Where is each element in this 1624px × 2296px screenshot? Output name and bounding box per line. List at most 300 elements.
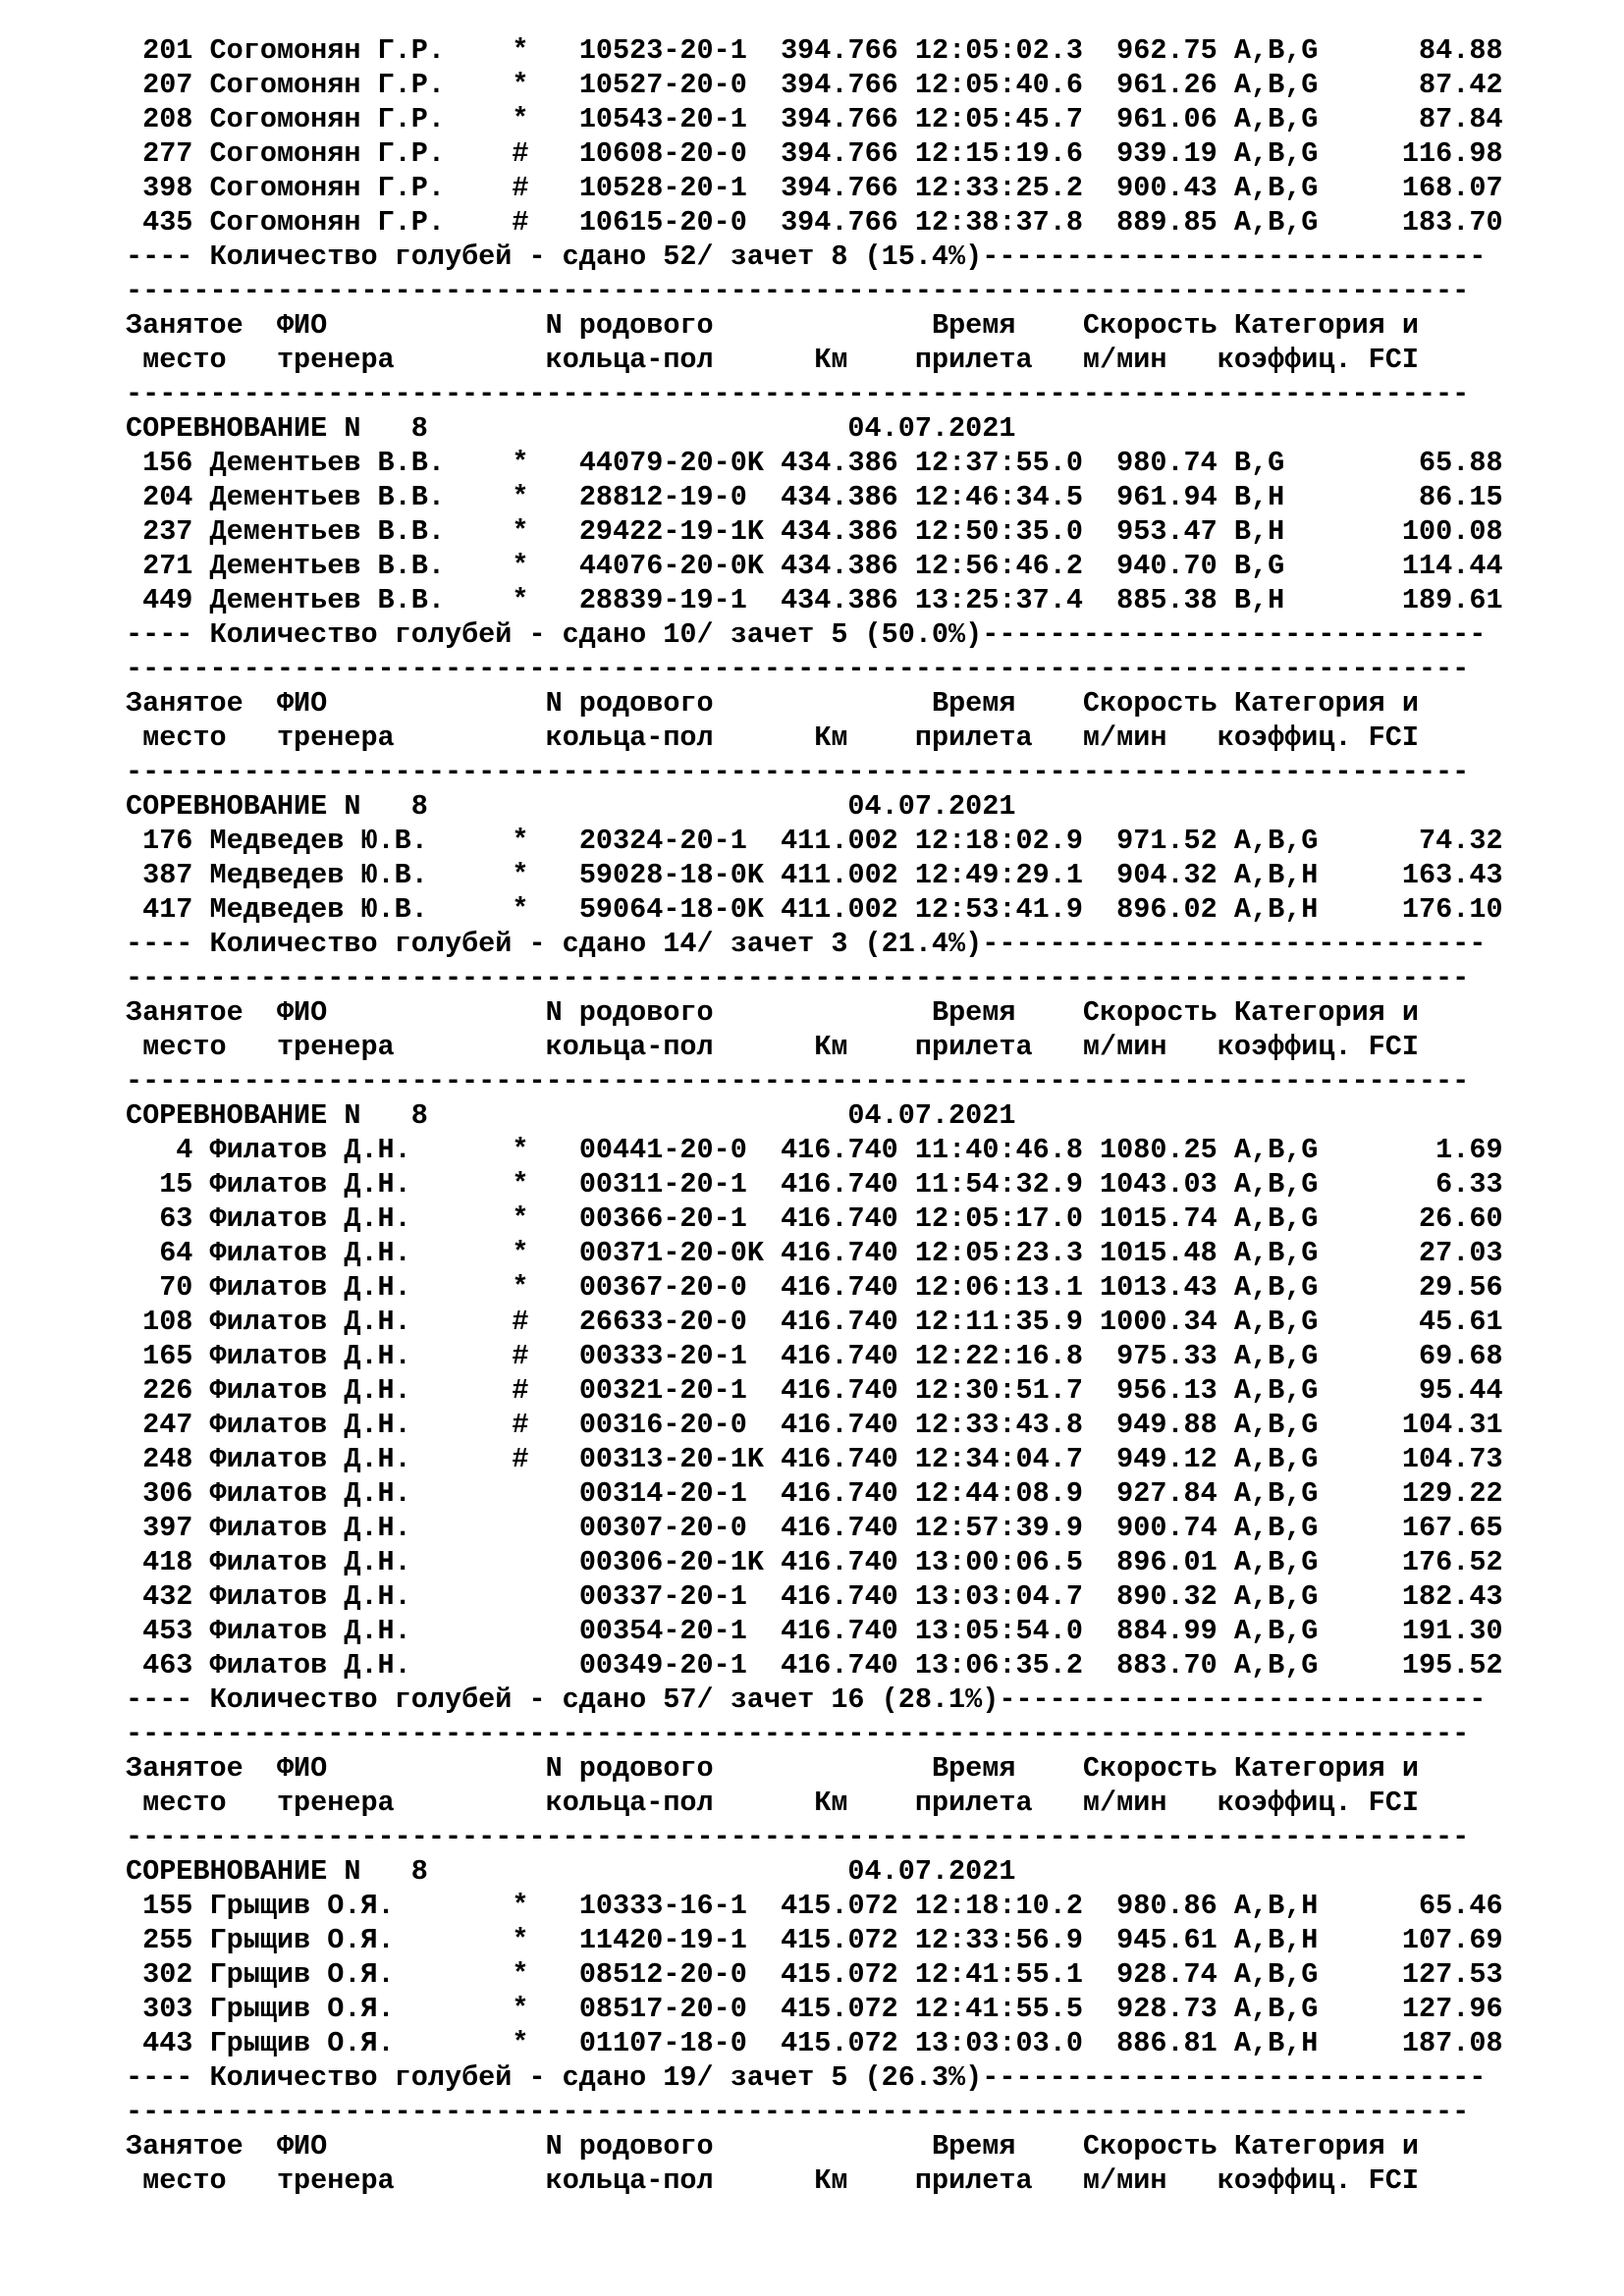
header-place: место bbox=[142, 344, 277, 376]
table-row bbox=[126, 1579, 1503, 1614]
arrival-time-cell: 13:05:54.0 bbox=[914, 1615, 1083, 1647]
fci-cell: 187.08 bbox=[1334, 2027, 1503, 2059]
fci-cell: 1.69 bbox=[1334, 1134, 1503, 1166]
trainer-cell: Дементьев В.В. bbox=[209, 515, 462, 548]
section-summary bbox=[126, 2060, 1503, 2095]
category-cell: A,B,G bbox=[1233, 103, 1319, 135]
ring-cell: 00441-20-0 bbox=[578, 1134, 764, 1166]
category-cell: A,B,G bbox=[1233, 34, 1319, 67]
arrival-time-cell: 13:00:06.5 bbox=[914, 1546, 1083, 1578]
header-name: ФИО bbox=[276, 996, 546, 1029]
ring-cell: 44076-20-0K bbox=[578, 550, 764, 582]
speed-cell: 904.32 bbox=[1100, 859, 1218, 891]
column-header bbox=[126, 343, 1503, 377]
table-row bbox=[126, 1133, 1503, 1167]
speed-cell: 896.02 bbox=[1100, 893, 1218, 926]
table-row bbox=[126, 446, 1503, 480]
distance-cell: 394.766 bbox=[781, 69, 898, 101]
table-row bbox=[126, 2026, 1503, 2060]
summary-line: ---- Количество голубей - сдано 19/ зачет 5 (26.3%)------------------------------ bbox=[126, 2061, 1487, 2094]
arrival-time-cell: 12:33:43.8 bbox=[914, 1409, 1083, 1441]
mark-cell: * bbox=[512, 1271, 529, 1304]
fci-cell: 114.44 bbox=[1334, 550, 1503, 582]
distance-cell: 434.386 bbox=[781, 447, 898, 479]
fci-cell: 163.43 bbox=[1334, 859, 1503, 891]
header-category: Категория и bbox=[1233, 2130, 1419, 2163]
trainer-cell: Филатов Д.Н. bbox=[209, 1134, 462, 1166]
trainer-cell: Медведев Ю.В. bbox=[209, 859, 462, 891]
trainer-cell: Филатов Д.Н. bbox=[209, 1649, 462, 1682]
mark-cell: * bbox=[512, 1202, 529, 1235]
table-row bbox=[126, 1270, 1503, 1305]
fci-cell: 6.33 bbox=[1334, 1168, 1503, 1201]
category-cell: A,B,G bbox=[1233, 1477, 1319, 1510]
fci-cell: 127.96 bbox=[1334, 1993, 1503, 2025]
ring-cell: 10528-20-1 bbox=[578, 172, 764, 204]
ring-cell: 00313-20-1K bbox=[578, 1443, 764, 1475]
header-time: Время bbox=[931, 309, 1083, 342]
distance-cell: 416.740 bbox=[781, 1546, 898, 1578]
speed-cell: 889.85 bbox=[1100, 206, 1218, 239]
mark-cell: * bbox=[512, 1237, 529, 1269]
trainer-cell: Грыщив О.Я. bbox=[209, 1924, 462, 1956]
distance-cell: 415.072 bbox=[781, 2027, 898, 2059]
table-row bbox=[126, 1339, 1503, 1373]
trainer-cell: Медведев Ю.В. bbox=[209, 893, 462, 926]
header-category: Категория и bbox=[1233, 996, 1419, 1029]
category-cell: A,B,H bbox=[1233, 1890, 1319, 1922]
header-place: место bbox=[142, 2164, 277, 2197]
fci-cell: 183.70 bbox=[1334, 206, 1503, 239]
arrival-time-cell: 12:57:39.9 bbox=[914, 1512, 1083, 1544]
place-cell: 207 bbox=[126, 69, 193, 101]
mark-cell: # bbox=[512, 1306, 529, 1338]
trainer-cell: Согомонян Г.Р. bbox=[209, 34, 462, 67]
trainer-cell: Филатов Д.Н. bbox=[209, 1615, 462, 1647]
header-ring: N родового bbox=[545, 2130, 932, 2163]
place-cell: 398 bbox=[126, 172, 193, 204]
speed-cell: 953.47 bbox=[1100, 515, 1218, 548]
distance-cell: 416.740 bbox=[781, 1615, 898, 1647]
divider: -------------------------------------------------------------------------------- bbox=[126, 653, 1470, 685]
header-ring: кольца-пол bbox=[545, 2164, 815, 2197]
distance-cell: 415.072 bbox=[781, 1924, 898, 1956]
arrival-time-cell: 12:18:10.2 bbox=[914, 1890, 1083, 1922]
header-place: Занятое bbox=[126, 687, 277, 720]
header-time: прилета bbox=[914, 1031, 1083, 1063]
fci-cell: 84.88 bbox=[1334, 34, 1503, 67]
place-cell: 255 bbox=[126, 1924, 193, 1956]
table-row bbox=[126, 480, 1503, 514]
mark-cell: * bbox=[512, 859, 529, 891]
header-category: коэффиц. FCI bbox=[1217, 344, 1419, 376]
trainer-cell: Филатов Д.Н. bbox=[209, 1306, 462, 1338]
place-cell: 64 bbox=[126, 1237, 193, 1269]
category-cell: B,G bbox=[1233, 447, 1319, 479]
category-cell: A,B,G bbox=[1233, 206, 1319, 239]
distance-cell: 434.386 bbox=[781, 515, 898, 548]
table-row bbox=[126, 1476, 1503, 1511]
column-header bbox=[126, 308, 1503, 343]
mark-cell bbox=[512, 1580, 528, 1613]
distance-cell: 416.740 bbox=[781, 1271, 898, 1304]
category-cell: A,B,G bbox=[1233, 1237, 1319, 1269]
mark-cell: * bbox=[512, 447, 529, 479]
distance-cell: 434.386 bbox=[781, 584, 898, 616]
section-title bbox=[126, 1854, 1503, 1889]
section-summary bbox=[126, 1682, 1503, 1717]
arrival-time-cell: 12:53:41.9 bbox=[914, 893, 1083, 926]
place-cell: 418 bbox=[126, 1546, 193, 1578]
speed-cell: 900.74 bbox=[1100, 1512, 1218, 1544]
place-cell: 208 bbox=[126, 103, 193, 135]
header-place: место bbox=[142, 1787, 277, 1819]
speed-cell: 886.81 bbox=[1100, 2027, 1218, 2059]
header-ring: N родового bbox=[545, 687, 932, 720]
header-time: прилета bbox=[914, 2164, 1083, 2197]
category-cell: A,B,G bbox=[1233, 1993, 1319, 2025]
arrival-time-cell: 12:05:17.0 bbox=[914, 1202, 1083, 1235]
header-km: Км bbox=[814, 1787, 915, 1819]
mark-cell: * bbox=[512, 1958, 529, 1991]
trainer-cell: Согомонян Г.Р. bbox=[209, 137, 462, 170]
place-cell: 155 bbox=[126, 1890, 193, 1922]
header-speed: м/мин bbox=[1082, 1031, 1218, 1063]
ring-cell: 10615-20-0 bbox=[578, 206, 764, 239]
distance-cell: 416.740 bbox=[781, 1374, 898, 1407]
table-row bbox=[126, 1957, 1503, 1992]
distance-cell: 434.386 bbox=[781, 550, 898, 582]
mark-cell: * bbox=[512, 1924, 529, 1956]
speed-cell: 890.32 bbox=[1100, 1580, 1218, 1613]
category-cell: A,B,G bbox=[1233, 1615, 1319, 1647]
header-time: прилета bbox=[914, 721, 1083, 754]
table-row bbox=[126, 549, 1503, 583]
mark-cell: * bbox=[512, 584, 529, 616]
arrival-time-cell: 12:38:37.8 bbox=[914, 206, 1083, 239]
speed-cell: 900.43 bbox=[1100, 172, 1218, 204]
category-cell: A,B,G bbox=[1233, 1306, 1319, 1338]
distance-cell: 415.072 bbox=[781, 1890, 898, 1922]
arrival-time-cell: 12:34:04.7 bbox=[914, 1443, 1083, 1475]
category-cell: A,B,G bbox=[1233, 172, 1319, 204]
competition-date: 04.07.2021 bbox=[847, 1855, 1016, 1888]
place-cell: 15 bbox=[126, 1168, 193, 1201]
divider: -------------------------------------------------------------------------------- bbox=[126, 2096, 1470, 2128]
fci-cell: 27.03 bbox=[1334, 1237, 1503, 1269]
place-cell: 432 bbox=[126, 1580, 193, 1613]
distance-cell: 416.740 bbox=[781, 1409, 898, 1441]
mark-cell bbox=[512, 1512, 528, 1544]
arrival-time-cell: 13:25:37.4 bbox=[914, 584, 1083, 616]
header-name: тренера bbox=[276, 721, 546, 754]
fci-cell: 167.65 bbox=[1334, 1512, 1503, 1544]
trainer-cell: Дементьев В.В. bbox=[209, 481, 462, 513]
speed-cell: 1015.48 bbox=[1100, 1237, 1218, 1269]
mark-cell: # bbox=[512, 137, 529, 170]
header-time: Время bbox=[931, 996, 1083, 1029]
speed-cell: 928.74 bbox=[1100, 1958, 1218, 1991]
table-row bbox=[126, 1236, 1503, 1270]
fci-cell: 95.44 bbox=[1334, 1374, 1503, 1407]
arrival-time-cell: 12:15:19.6 bbox=[914, 137, 1083, 170]
competition-title: СОРЕВНОВАНИЕ N 8 bbox=[126, 1099, 848, 1132]
trainer-cell: Филатов Д.Н. bbox=[209, 1340, 462, 1372]
competition-date: 04.07.2021 bbox=[847, 790, 1016, 823]
trainer-cell: Грыщив О.Я. bbox=[209, 2027, 462, 2059]
speed-cell: 949.88 bbox=[1100, 1409, 1218, 1441]
trainer-cell: Согомонян Г.Р. bbox=[209, 206, 462, 239]
trainer-cell: Филатов Д.Н. bbox=[209, 1546, 462, 1578]
header-name: ФИО bbox=[276, 687, 546, 720]
ring-cell: 00354-20-1 bbox=[578, 1615, 764, 1647]
header-ring: N родового bbox=[545, 1752, 932, 1785]
header-speed: м/мин bbox=[1082, 344, 1218, 376]
category-cell: A,B,H bbox=[1233, 1924, 1319, 1956]
distance-cell: 434.386 bbox=[781, 481, 898, 513]
mark-cell: * bbox=[512, 515, 529, 548]
section-title bbox=[126, 1098, 1503, 1133]
mark-cell bbox=[512, 1546, 528, 1578]
ring-cell: 10608-20-0 bbox=[578, 137, 764, 170]
mark-cell: * bbox=[512, 34, 529, 67]
table-row bbox=[126, 1648, 1503, 1682]
speed-cell: 1080.25 bbox=[1100, 1134, 1218, 1166]
mark-cell: * bbox=[512, 69, 529, 101]
fci-cell: 107.69 bbox=[1334, 1924, 1503, 1956]
table-row bbox=[126, 1201, 1503, 1236]
category-cell: A,B,G bbox=[1233, 1443, 1319, 1475]
header-speed: Скорость bbox=[1082, 996, 1234, 1029]
speed-cell: 883.70 bbox=[1100, 1649, 1218, 1682]
trainer-cell: Филатов Д.Н. bbox=[209, 1374, 462, 1407]
distance-cell: 394.766 bbox=[781, 103, 898, 135]
header-place: Занятое bbox=[126, 2130, 277, 2163]
arrival-time-cell: 12:11:35.9 bbox=[914, 1306, 1083, 1338]
distance-cell: 416.740 bbox=[781, 1443, 898, 1475]
header-name: ФИО bbox=[276, 2130, 546, 2163]
fci-cell: 65.46 bbox=[1334, 1890, 1503, 1922]
category-cell: A,B,G bbox=[1233, 1374, 1319, 1407]
fci-cell: 176.10 bbox=[1334, 893, 1503, 926]
ring-cell: 00306-20-1K bbox=[578, 1546, 764, 1578]
fci-cell: 116.98 bbox=[1334, 137, 1503, 170]
distance-cell: 415.072 bbox=[781, 1993, 898, 2025]
trainer-cell: Филатов Д.Н. bbox=[209, 1477, 462, 1510]
arrival-time-cell: 12:06:13.1 bbox=[914, 1271, 1083, 1304]
fci-cell: 129.22 bbox=[1334, 1477, 1503, 1510]
mark-cell bbox=[512, 1649, 528, 1682]
distance-cell: 394.766 bbox=[781, 34, 898, 67]
speed-cell: 940.70 bbox=[1100, 550, 1218, 582]
competition-title: СОРЕВНОВАНИЕ N 8 bbox=[126, 790, 848, 823]
ring-cell: 10543-20-1 bbox=[578, 103, 764, 135]
table-row bbox=[126, 33, 1503, 68]
trainer-cell: Филатов Д.Н. bbox=[209, 1580, 462, 1613]
ring-cell: 00366-20-1 bbox=[578, 1202, 764, 1235]
ring-cell: 01107-18-0 bbox=[578, 2027, 764, 2059]
place-cell: 108 bbox=[126, 1306, 193, 1338]
place-cell: 165 bbox=[126, 1340, 193, 1372]
place-cell: 226 bbox=[126, 1374, 193, 1407]
section-summary bbox=[126, 240, 1503, 274]
speed-cell: 928.73 bbox=[1100, 1993, 1218, 2025]
speed-cell: 1013.43 bbox=[1100, 1271, 1218, 1304]
trainer-cell: Грыщив О.Я. bbox=[209, 1890, 462, 1922]
fci-cell: 191.30 bbox=[1334, 1615, 1503, 1647]
results-report bbox=[126, 33, 1503, 2198]
place-cell: 443 bbox=[126, 2027, 193, 2059]
table-row bbox=[126, 583, 1503, 617]
header-category: Категория и bbox=[1233, 309, 1419, 342]
header-name: тренера bbox=[276, 344, 546, 376]
place-cell: 449 bbox=[126, 584, 193, 616]
speed-cell: 885.38 bbox=[1100, 584, 1218, 616]
place-cell: 302 bbox=[126, 1958, 193, 1991]
mark-cell: * bbox=[512, 1134, 529, 1166]
divider: -------------------------------------------------------------------------------- bbox=[126, 1065, 1470, 1097]
distance-cell: 416.740 bbox=[781, 1237, 898, 1269]
place-cell: 306 bbox=[126, 1477, 193, 1510]
speed-cell: 980.86 bbox=[1100, 1890, 1218, 1922]
table-row bbox=[126, 892, 1503, 927]
fci-cell: 195.52 bbox=[1334, 1649, 1503, 1682]
place-cell: 303 bbox=[126, 1993, 193, 2025]
mark-cell: # bbox=[512, 206, 529, 239]
place-cell: 417 bbox=[126, 893, 193, 926]
ring-cell: 08512-20-0 bbox=[578, 1958, 764, 1991]
category-cell: A,B,G bbox=[1233, 1546, 1319, 1578]
arrival-time-cell: 11:54:32.9 bbox=[914, 1168, 1083, 1201]
table-row bbox=[126, 1992, 1503, 2026]
ring-cell: 00371-20-0K bbox=[578, 1237, 764, 1269]
section-summary bbox=[126, 617, 1503, 652]
category-cell: A,B,G bbox=[1233, 1202, 1319, 1235]
header-ring: N родового bbox=[545, 309, 932, 342]
speed-cell: 949.12 bbox=[1100, 1443, 1218, 1475]
category-cell: B,H bbox=[1233, 481, 1319, 513]
ring-cell: 00349-20-1 bbox=[578, 1649, 764, 1682]
divider: -------------------------------------------------------------------------------- bbox=[126, 756, 1470, 788]
speed-cell: 980.74 bbox=[1100, 447, 1218, 479]
arrival-time-cell: 12:33:25.2 bbox=[914, 172, 1083, 204]
header-time: прилета bbox=[914, 344, 1083, 376]
category-cell: A,B,G bbox=[1233, 1340, 1319, 1372]
distance-cell: 416.740 bbox=[781, 1340, 898, 1372]
trainer-cell: Дементьев В.В. bbox=[209, 447, 462, 479]
header-km: Км bbox=[814, 721, 915, 754]
trainer-cell: Филатов Д.Н. bbox=[209, 1409, 462, 1441]
table-row bbox=[126, 1305, 1503, 1339]
trainer-cell: Грыщив О.Я. bbox=[209, 1958, 462, 1991]
header-name: тренера bbox=[276, 1031, 546, 1063]
header-ring: N родового bbox=[545, 996, 932, 1029]
competition-title: СОРЕВНОВАНИЕ N 8 bbox=[126, 1855, 848, 1888]
header-time: Время bbox=[931, 2130, 1083, 2163]
category-cell: A,B,G bbox=[1233, 1409, 1319, 1441]
speed-cell: 1015.74 bbox=[1100, 1202, 1218, 1235]
speed-cell: 884.99 bbox=[1100, 1615, 1218, 1647]
ring-cell: 08517-20-0 bbox=[578, 1993, 764, 2025]
distance-cell: 411.002 bbox=[781, 825, 898, 857]
arrival-time-cell: 12:22:16.8 bbox=[914, 1340, 1083, 1372]
speed-cell: 975.33 bbox=[1100, 1340, 1218, 1372]
distance-cell: 416.740 bbox=[781, 1649, 898, 1682]
speed-cell: 961.94 bbox=[1100, 481, 1218, 513]
section-title bbox=[126, 789, 1503, 824]
place-cell: 4 bbox=[126, 1134, 193, 1166]
arrival-time-cell: 13:03:03.0 bbox=[914, 2027, 1083, 2059]
header-km: Км bbox=[814, 344, 915, 376]
ring-cell: 00321-20-1 bbox=[578, 1374, 764, 1407]
place-cell: 453 bbox=[126, 1615, 193, 1647]
header-km: Км bbox=[814, 2164, 915, 2197]
fci-cell: 86.15 bbox=[1334, 481, 1503, 513]
ring-cell: 29422-19-1K bbox=[578, 515, 764, 548]
arrival-time-cell: 12:49:29.1 bbox=[914, 859, 1083, 891]
arrival-time-cell: 13:06:35.2 bbox=[914, 1649, 1083, 1682]
fci-cell: 104.73 bbox=[1334, 1443, 1503, 1475]
mark-cell: * bbox=[512, 481, 529, 513]
column-header bbox=[126, 1030, 1503, 1064]
speed-cell: 896.01 bbox=[1100, 1546, 1218, 1578]
table-row bbox=[126, 1167, 1503, 1201]
fci-cell: 127.53 bbox=[1334, 1958, 1503, 1991]
fci-cell: 87.42 bbox=[1334, 69, 1503, 101]
header-speed: Скорость bbox=[1082, 309, 1234, 342]
table-row bbox=[126, 68, 1503, 102]
header-speed: м/мин bbox=[1082, 1787, 1218, 1819]
divider: -------------------------------------------------------------------------------- bbox=[126, 1821, 1470, 1853]
trainer-cell: Филатов Д.Н. bbox=[209, 1443, 462, 1475]
category-cell: A,B,G bbox=[1233, 1580, 1319, 1613]
speed-cell: 1043.03 bbox=[1100, 1168, 1218, 1201]
category-cell: A,B,G bbox=[1233, 1168, 1319, 1201]
table-row bbox=[126, 1442, 1503, 1476]
header-time: прилета bbox=[914, 1787, 1083, 1819]
arrival-time-cell: 12:30:51.7 bbox=[914, 1374, 1083, 1407]
place-cell: 387 bbox=[126, 859, 193, 891]
mark-cell: * bbox=[512, 1890, 529, 1922]
trainer-cell: Медведев Ю.В. bbox=[209, 825, 462, 857]
table-row bbox=[126, 1923, 1503, 1957]
header-place: Занятое bbox=[126, 309, 277, 342]
ring-cell: 00311-20-1 bbox=[578, 1168, 764, 1201]
speed-cell: 1000.34 bbox=[1100, 1306, 1218, 1338]
mark-cell: * bbox=[512, 103, 529, 135]
ring-cell: 10527-20-0 bbox=[578, 69, 764, 101]
distance-cell: 416.740 bbox=[781, 1134, 898, 1166]
distance-cell: 416.740 bbox=[781, 1580, 898, 1613]
trainer-cell: Согомонян Г.Р. bbox=[209, 69, 462, 101]
speed-cell: 971.52 bbox=[1100, 825, 1218, 857]
category-cell: B,H bbox=[1233, 584, 1319, 616]
header-place: Занятое bbox=[126, 996, 277, 1029]
category-cell: A,B,G bbox=[1233, 1958, 1319, 1991]
competition-title: СОРЕВНОВАНИЕ N 8 bbox=[126, 412, 848, 445]
fci-cell: 69.68 bbox=[1334, 1340, 1503, 1372]
arrival-time-cell: 12:37:55.0 bbox=[914, 447, 1083, 479]
divider: -------------------------------------------------------------------------------- bbox=[126, 378, 1470, 410]
table-row bbox=[126, 171, 1503, 205]
header-time: Время bbox=[931, 687, 1083, 720]
distance-cell: 394.766 bbox=[781, 137, 898, 170]
trainer-cell: Филатов Д.Н. bbox=[209, 1512, 462, 1544]
ring-cell: 28812-19-0 bbox=[578, 481, 764, 513]
arrival-time-cell: 12:05:40.6 bbox=[914, 69, 1083, 101]
ring-cell: 44079-20-0K bbox=[578, 447, 764, 479]
speed-cell: 961.26 bbox=[1100, 69, 1218, 101]
